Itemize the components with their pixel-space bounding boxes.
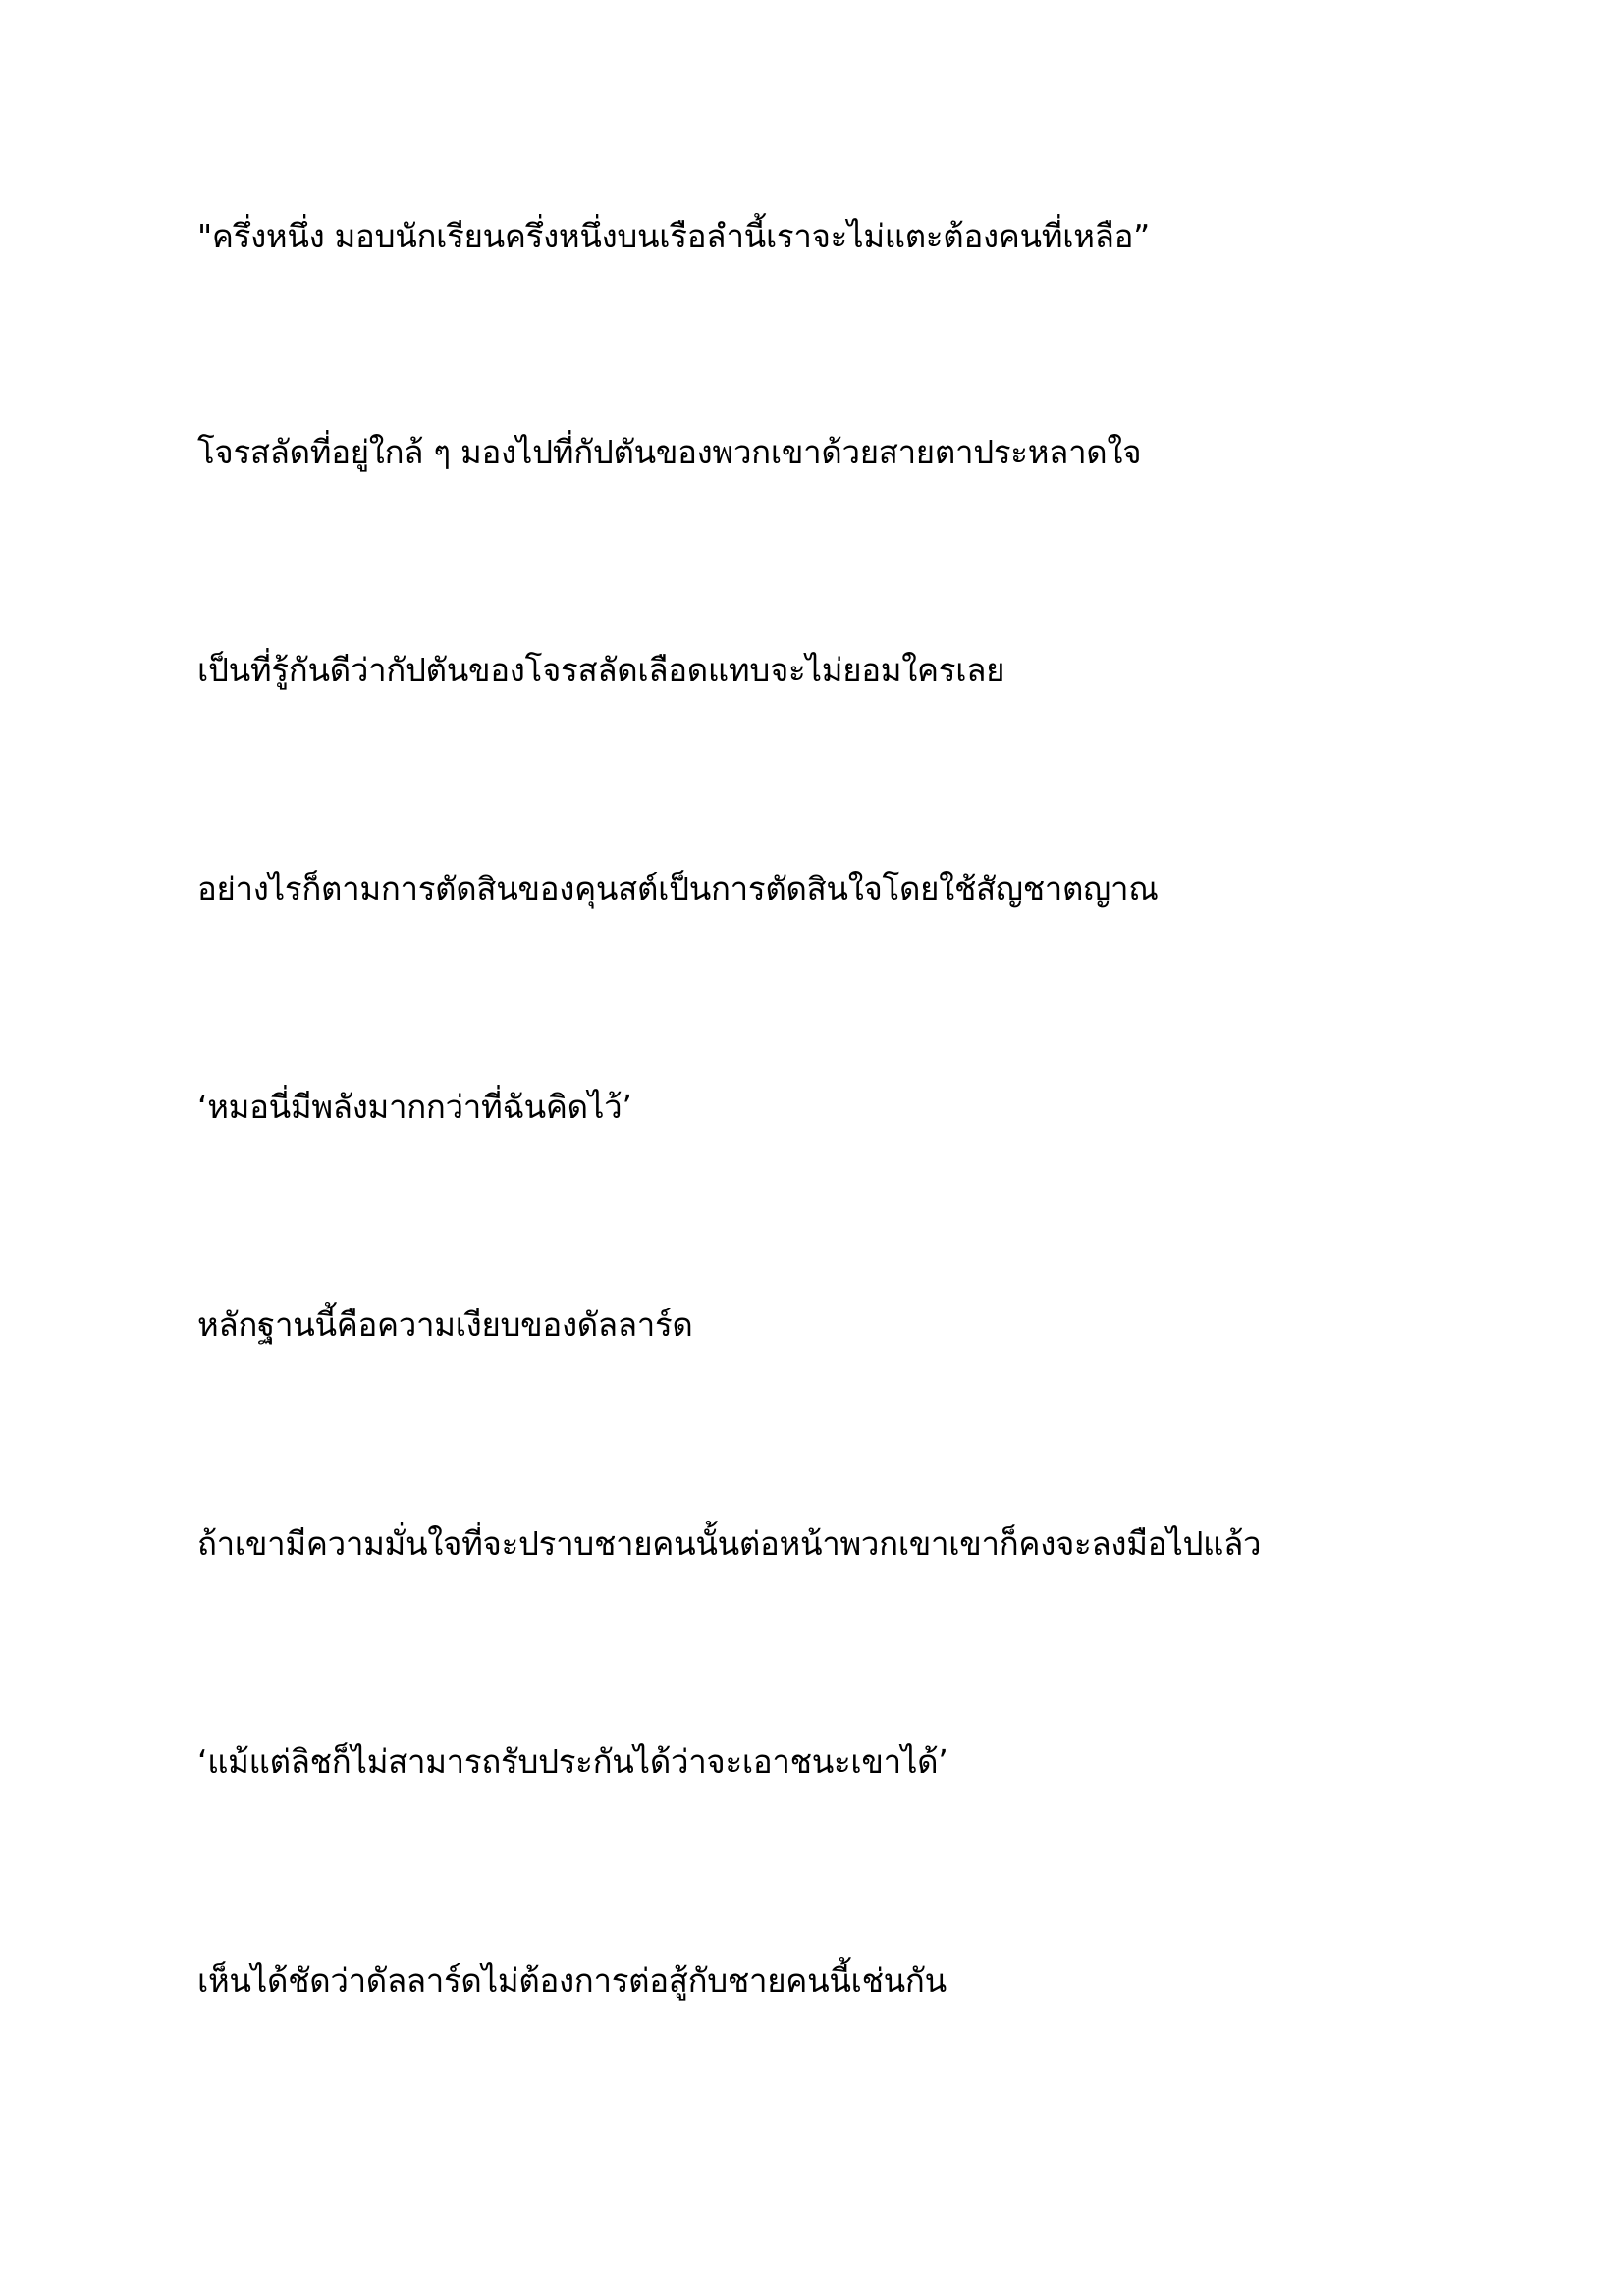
paragraph-6: หลักฐานนี้คือความเงียบของดัลลาร์ด [197,1306,693,1344]
paragraph-2: โจรสลัดที่อยู่ใกล้ ๆ มองไปที่กัปตันของพวกเขาด้วยสายตาประหลาดใจ [197,433,1142,471]
paragraph-9: เห็นได้ชัดว่าดัลลาร์ดไม่ต้องการต่อสู้กับชายคนนี้เช่นกัน [197,1961,947,2000]
paragraph-5: ‘หมอนี่มีพลังมากกว่าที่ฉันคิดไว้’ [197,1088,632,1126]
paragraph-1: "ครึ่งหนึ่ง มอบนักเรียนครึ่งหนึ่งบนเรือลำนี้เราจะไม่แตะต้องคนที่เหลือ” [197,217,1150,255]
paragraph-3: เป็นที่รู้กันดีว่ากัปตันของโจรสลัดเลือดแทบจะไม่ยอมใครเลย [197,651,1005,689]
paragraph-4: อย่างไรก็ตามการตัดสินของคุนสต์เป็นการตัดสินใจโดยใช้สัญชาตญาณ [197,870,1159,908]
paragraph-8: ‘แม้แต่ลิชก็ไม่สามารถรับประกันได้ว่าจะเอาชนะเขาได้’ [197,1742,948,1781]
paragraph-7: ถ้าเขามีความมั่นใจที่จะปราบชายคนนั้นต่อหน้าพวกเขาเขาก็คงจะลงมือไปแล้ว [197,1524,1262,1563]
